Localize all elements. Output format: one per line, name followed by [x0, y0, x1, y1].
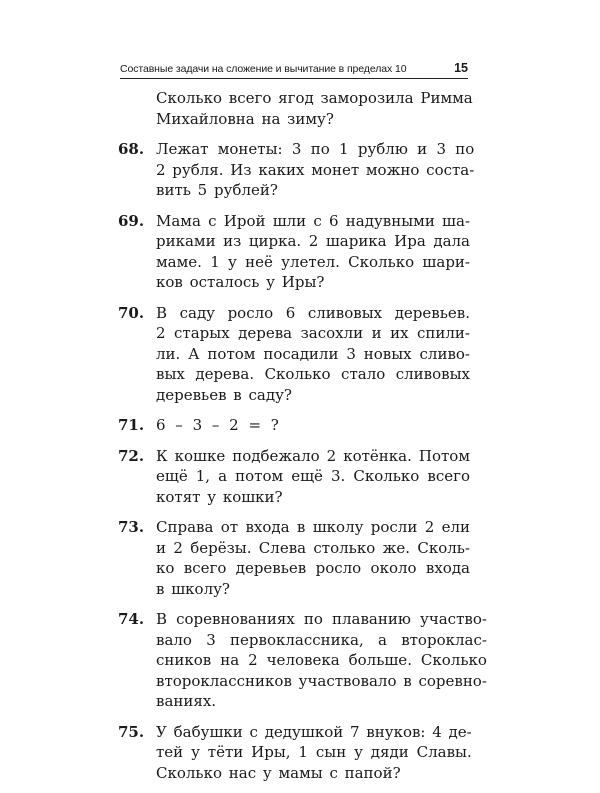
task-text — [156, 139, 474, 201]
task-number: 75. — [118, 722, 145, 741]
task-text — [156, 609, 487, 712]
text-line: сников на 2 человека больше. Сколько — [156, 651, 487, 669]
text-line: 2 старых дерева засохли и их спили- — [156, 324, 470, 342]
text-line: ещё 1, а потом ещё 3. Сколько всего — [156, 467, 470, 485]
task-number: 69. — [118, 211, 145, 230]
task-number: 68. — [118, 140, 145, 158]
text-line: Мама с Ирой шли с 6 надувными ша- — [156, 211, 470, 230]
text-line: ли. А потом посадили 3 новых сливо- — [156, 344, 470, 363]
text-line: вых дерева. Сколько стало сливовых — [156, 365, 470, 383]
text-line: Сколько всего ягод заморозила Римма — [156, 89, 473, 107]
task-text — [156, 303, 470, 406]
task-text — [156, 517, 470, 599]
task-72 — [118, 446, 470, 508]
text-line: В соревнованиях по плаванию участво- — [156, 610, 487, 628]
running-header — [120, 57, 468, 75]
page-content — [118, 88, 487, 793]
text-line: в школу? — [156, 579, 230, 598]
text-line: К кошке подбежало 2 котёнка. Потом — [156, 446, 470, 465]
text-line: деревьев в саду? — [156, 385, 292, 404]
task-70 — [118, 303, 470, 406]
task-number: 73. — [118, 518, 145, 536]
text-line: В саду росло 6 сливовых деревьев. — [156, 303, 470, 322]
task-number: 70. — [118, 303, 145, 322]
text-line: маме. 1 у неё улетел. Сколько шари- — [156, 252, 470, 271]
task-69 — [118, 211, 470, 293]
task-number: 71. — [118, 416, 145, 434]
task-71 — [118, 415, 470, 436]
text-line: ваниях. — [156, 692, 217, 710]
text-line: и 2 берёзы. Слева столько же. Сколь- — [156, 538, 470, 557]
page-number: 15 — [454, 61, 468, 75]
task-number: 72. — [118, 446, 145, 465]
text-line: котят у кошки? — [156, 487, 283, 506]
header-divider — [120, 78, 468, 79]
text-line: риками из цирка. 2 шарика Ира дала — [156, 232, 470, 250]
text-line: 2 рубля. Из каких монет можно соста- — [156, 160, 475, 179]
task-68 — [118, 139, 475, 201]
task-number: 74. — [118, 610, 145, 628]
task-text — [156, 415, 470, 436]
text-line: тей у тёти Иры, 1 сын у дяди Славы. — [156, 743, 472, 761]
text-line: Справа от входа в школу росли 2 ели — [156, 518, 470, 536]
chapter-title: Составные задачи на сложение и вычитание в пределах 10 — [120, 63, 407, 75]
task-text — [156, 446, 470, 508]
task-text — [156, 211, 470, 293]
task-text — [156, 722, 472, 784]
text-line: вало 3 первоклассника, а второклас- — [156, 630, 487, 649]
text-line: Лежат монеты: 3 по 1 рублю и 3 по — [156, 140, 475, 158]
text-line: вить 5 рублей? — [156, 181, 278, 199]
math-expression: 6 – 3 – 2 = ? — [156, 416, 279, 434]
text-line: второклассников участвовало в соревно- — [156, 671, 487, 690]
text-line: Михайловна на зиму? — [156, 109, 334, 128]
task-74 — [118, 609, 487, 712]
task-75 — [118, 722, 470, 784]
continued-task-text — [118, 88, 473, 129]
text-line: У бабушки с дедушкой 7 внуков: 4 де- — [156, 722, 472, 741]
text-line: Сколько нас у мамы с папой? — [156, 763, 401, 782]
task-73 — [118, 517, 470, 599]
text-line: ко всего деревьев росло около входа — [156, 559, 470, 577]
text-line: ков осталось у Иры? — [156, 273, 325, 291]
